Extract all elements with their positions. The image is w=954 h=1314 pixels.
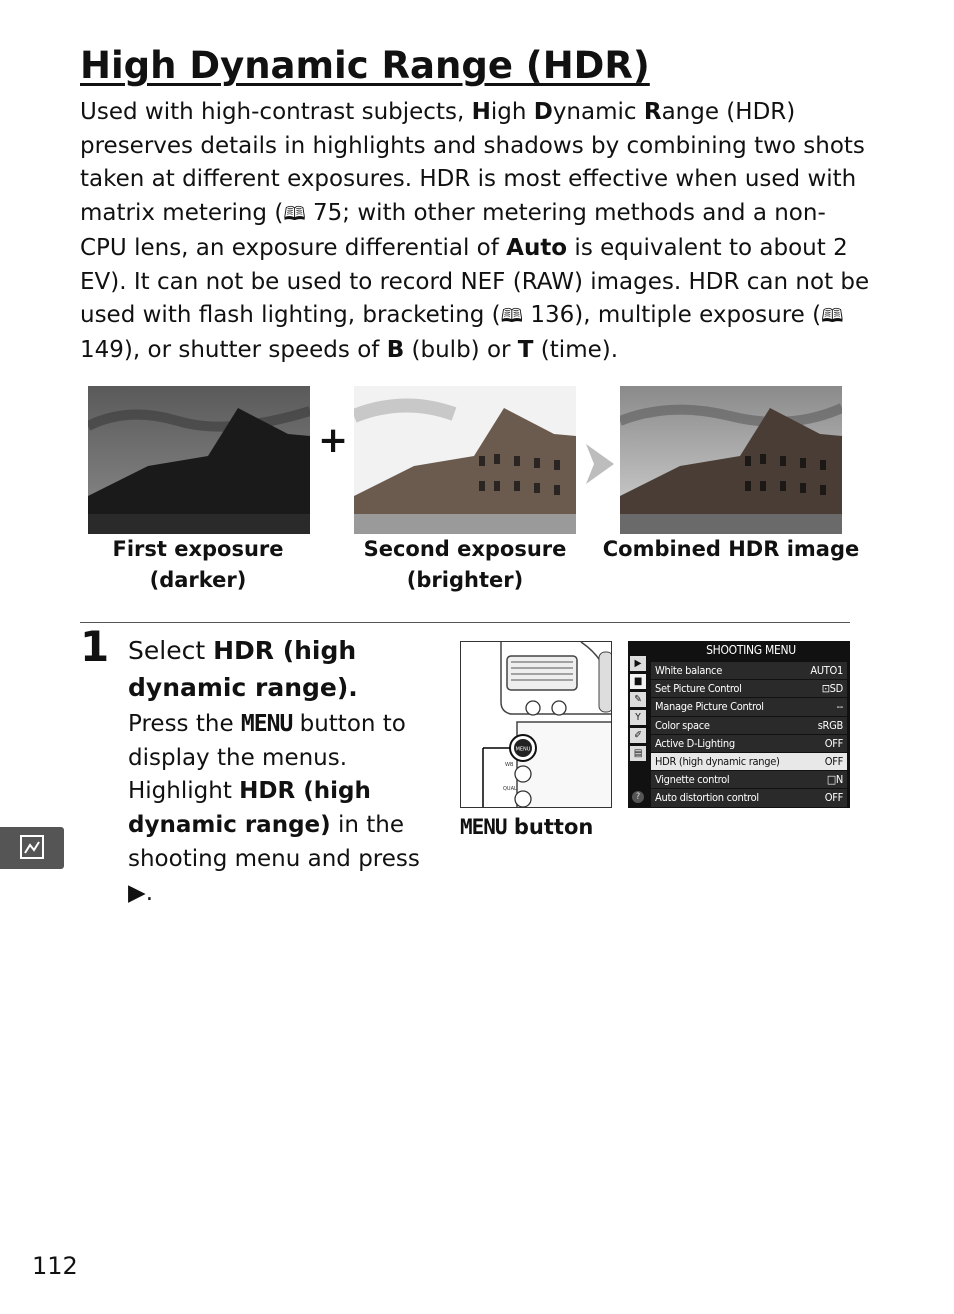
retouch-menu-icon[interactable]: ✐ xyxy=(630,728,646,743)
menu-list xyxy=(651,662,847,808)
book-icon: 🕮 xyxy=(821,305,844,328)
menu-item-active-d-lighting[interactable]: Active D-Lighting OFF xyxy=(651,735,847,752)
setup-menu-icon[interactable]: Y xyxy=(630,710,646,725)
caption-second-exposure: Second exposure (brighter) xyxy=(363,537,567,592)
menu-item-hdr[interactable]: HDR (high dynamic range) OFF xyxy=(651,753,847,770)
menu-title: SHOOTING MENU xyxy=(706,643,796,657)
menu-button-label: MENU xyxy=(515,746,531,753)
shooting-chapter-icon xyxy=(20,835,44,859)
book-icon: 🕮 xyxy=(283,203,306,226)
custom-settings-icon[interactable]: ✎ xyxy=(630,692,646,707)
shooting-menu-icon[interactable]: ■ xyxy=(630,674,646,689)
menu-item-set-picture-control[interactable]: Set Picture Control ⊡SD xyxy=(651,680,847,697)
menu-item-manage-picture-control[interactable]: Manage Picture Control -- xyxy=(651,698,847,715)
caption-combined-hdr: Combined HDR image xyxy=(602,537,860,561)
arrow-right-icon xyxy=(586,444,614,484)
intro-paragraph: Used with high-contrast subjects, High Dynamic Range (HDR) preserves details in highlights and shadows by combining two shots taken at different exposures. HDR is most effective when used with matrix metering (🕮 75; with other metering methods and a non-CPU lens, an exposure differential of Auto is equivalent to about 2 EV). It can not be used to record NEF (RAW) images. HDR can not be used with flash lighting, bracketing (🕮 136), multiple exposure (🕮 149), or shutter speeds of B (bulb) or T (time). xyxy=(80,99,870,363)
wb-button-label: WB xyxy=(505,762,514,768)
caption-first-exposure: First exposure (darker) xyxy=(112,537,284,592)
second-exposure-photo xyxy=(354,386,576,534)
step-instructions: Press the MENU button to display the menus. Highlight HDR (high dynamic range) in the shooting menu and press ▶. xyxy=(128,711,420,906)
qual-button-label: QUAL xyxy=(503,786,517,792)
menu-item-white-balance[interactable]: White balance AUTO1 xyxy=(651,662,847,679)
menu-item-color-space[interactable]: Color space sRGB xyxy=(651,717,847,734)
help-icon: ? xyxy=(632,791,644,803)
first-exposure-photo xyxy=(88,386,310,534)
menu-item-vignette-control[interactable]: Vignette control □N xyxy=(651,771,847,788)
book-icon: 🕮 xyxy=(500,305,524,328)
section-divider xyxy=(80,622,850,623)
menu-item-auto-distortion-control[interactable]: Auto distortion control OFF xyxy=(651,789,847,806)
step-heading: Select HDR (high dynamic range). xyxy=(128,636,358,702)
menu-tab-icons xyxy=(628,653,648,761)
combined-hdr-photo xyxy=(620,386,842,534)
menu-button-caption: MENU button xyxy=(460,815,594,839)
camera-back-illustration xyxy=(460,641,612,808)
shooting-menu-screen xyxy=(628,641,850,808)
step-number: 1 xyxy=(80,622,110,671)
plus-sign: + xyxy=(318,420,349,461)
hdr-example-figure xyxy=(0,384,954,614)
chapter-tab xyxy=(0,827,64,869)
playback-menu-icon[interactable]: ▶ xyxy=(630,656,646,671)
page-title: High Dynamic Range (HDR) xyxy=(80,44,650,87)
my-menu-icon[interactable]: ▤ xyxy=(630,746,646,761)
page-number: 112 xyxy=(32,1252,78,1280)
right-arrow-icon: ▶ xyxy=(128,879,146,906)
